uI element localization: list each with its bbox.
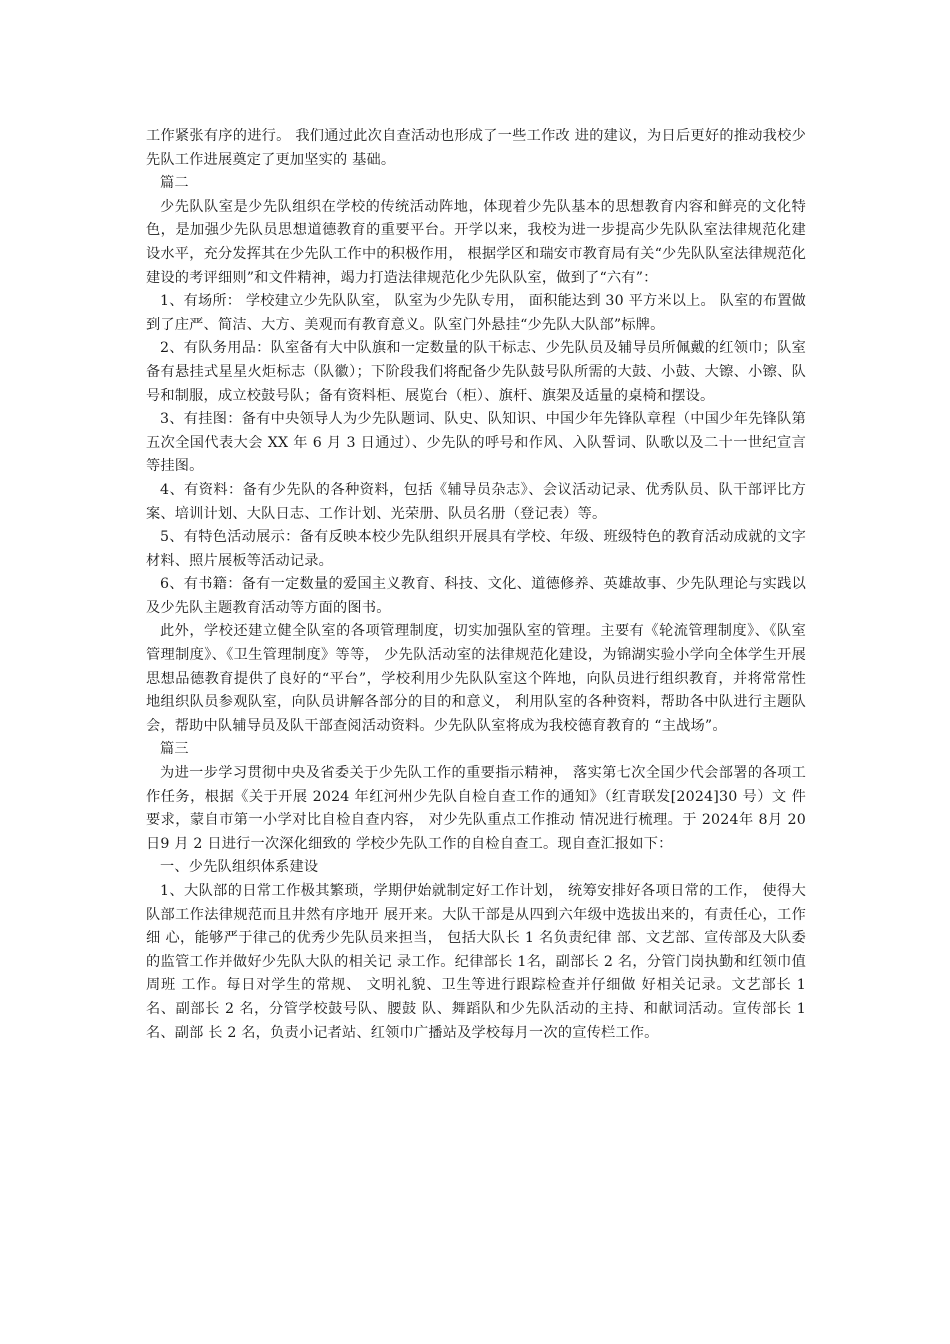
paragraph-intro-part-two: 少先队队室是少先队组织在学校的传统活动阵地，体现着少先队基本的思想教育内容和鲜亮的文化特色，是加强少先队员思想道德教育的重要平台。开学以来，我校为进一步提高少先队队室法律规范化建设水平，充分发挥其在少先队工作中的积极作用， 根据学区和瑞安市教育局有关“少先队队室法律规范化建设的考评细则”和文件精神，竭力打造法律规范化少先队队室，做到了“六有”：: [146, 198, 806, 286]
paragraph-item-supplies: 2、有队务用品：队室备有大中队旗和一定数量的队干标志、少先队员及辅导员所佩戴的红领巾；队室备有悬挂式星星火炬标志（队徽）；下阶段我们将配备少先队鼓号队所需的大鼓、小鼓、大镲、小镲、队号和制服，成立校鼓号队；备有资料柜、展览台（柜）、旗杆、旗架及适量的桌椅和摆设。: [146, 340, 806, 404]
paragraph-item-books: 6、有书籍：备有一定数量的爱国主义教育、科技、文化、道德修养、英雄故事、少先队理论与实践以及少先队主题教育活动等方面的图书。: [146, 576, 806, 616]
paragraph-item-materials: 4、有资料：备有少先队的各种资料，包括《辅导员杂志》、会议活动记录、优秀队员、队干部评比方案、培训计划、大队日志、工作计划、光荣册、队员名册（登记表）等。: [146, 481, 806, 522]
subsection-heading-organization: 一、少先队组织体系建设: [160, 859, 319, 876]
document-body: [146, 125, 806, 1045]
paragraph-item-charts: 3、有挂图：备有中央领导人为少先队题词、队史、队知识、中国少年先锋队章程（中国少年先锋队第五次全国代表大会 XX 年 6 月 3 日通过）、少先队的呼号和作风、入队誓词、队歌以及二十一世纪宣言等挂图。: [146, 411, 806, 475]
paragraph-management: 此外，学校还建立健全队室的各项管理制度，切实加强队室的管理。主要有《轮流管理制度》、《队室管理制度》、《卫生管理制度》等等， 少先队活动室的法律规范化建设，为锦湖实验小学向全体学生开展思想品德教育提供了良好的“平台”，学校利用少先队队室这个阵地，向队员进行组织教育，并将常常性地组织队员参观队室，向队员讲解各部分的目的和意义， 利用队室的各种资料，帮助各中队进行主题队会，帮助中队辅导员及队干部查阅活动资料。少先队队室将成为我校德育教育的 “主战场”。: [146, 623, 806, 734]
section-heading-part-three: 篇三: [160, 741, 189, 758]
paragraph-intro-part-three: 为进一步学习贯彻中央及省委关于少先队工作的重要指示精神， 落实第七次全国少代会部署的各项工作任务，根据《关于开展 2024 年红河州少先队自检自查工作的通知》（红青联发[2024]30 号）文 件要求，蒙自市第一小学对比自检自查内容， 对少先队重点工作推动 情况进行梳理。于 2024年 8月 20 日9 月 2 日进行一次深化细致的 学校少先队工作的自检自查工。现自查汇报如下：: [146, 765, 806, 852]
section-heading-part-two: 篇二: [160, 175, 189, 192]
paragraph-item-activities: 5、有特色活动展示：备有反映本校少先队组织开展具有学校、年级、班级特色的教育活动成就的文字材料、照片展板等活动记录。: [146, 529, 806, 569]
paragraph-continuation: 工作紧张有序的进行。 我们通过此次自查活动也形成了一些工作改 进的建议，为日后更好的推动我校少先队工作进展奠定了更加坚实的 基础。: [146, 128, 806, 168]
paragraph-item-venue: 1、有场所： 学校建立少先队队室， 队室为少先队专用， 面积能达到 30 平方米以上。 队室的布置做到了庄严、简洁、大方、美观而有教育意义。队室门外悬挂“少先队大队部”标牌。: [146, 293, 806, 333]
paragraph-brigade-work: 1、大队部的日常工作极其繁琐，学期伊始就制定好工作计划， 统筹安排好各项日常的工作， 使得大队部工作法律规范而且井然有序地开 展开来。大队干部是从四到六年级中选拔出来的，有责任心，工作细 心，能够严于律己的优秀少先队员来担当， 包括大队长 1 名负责纪律 部、文艺部、宣传部及大队委的监管工作并做好少先队大队的相关记 录工作。纪律部长 1名，副部长 2 名，分管门岗执勤和红领巾值周班 工作。每日对学生的常规、 文明礼貌、卫生等进行跟踪检查并仔细做 好相关记录。文艺部长 1 名、副部长 2 名，分管学校鼓号队、腰鼓 队、舞蹈队和少先队活动的主持、和献词活动。宣传部长 1 名、副部 长 2 名，负责小记者站、红领巾广播站及学校每月一次的宣传栏工作。: [146, 883, 806, 1041]
